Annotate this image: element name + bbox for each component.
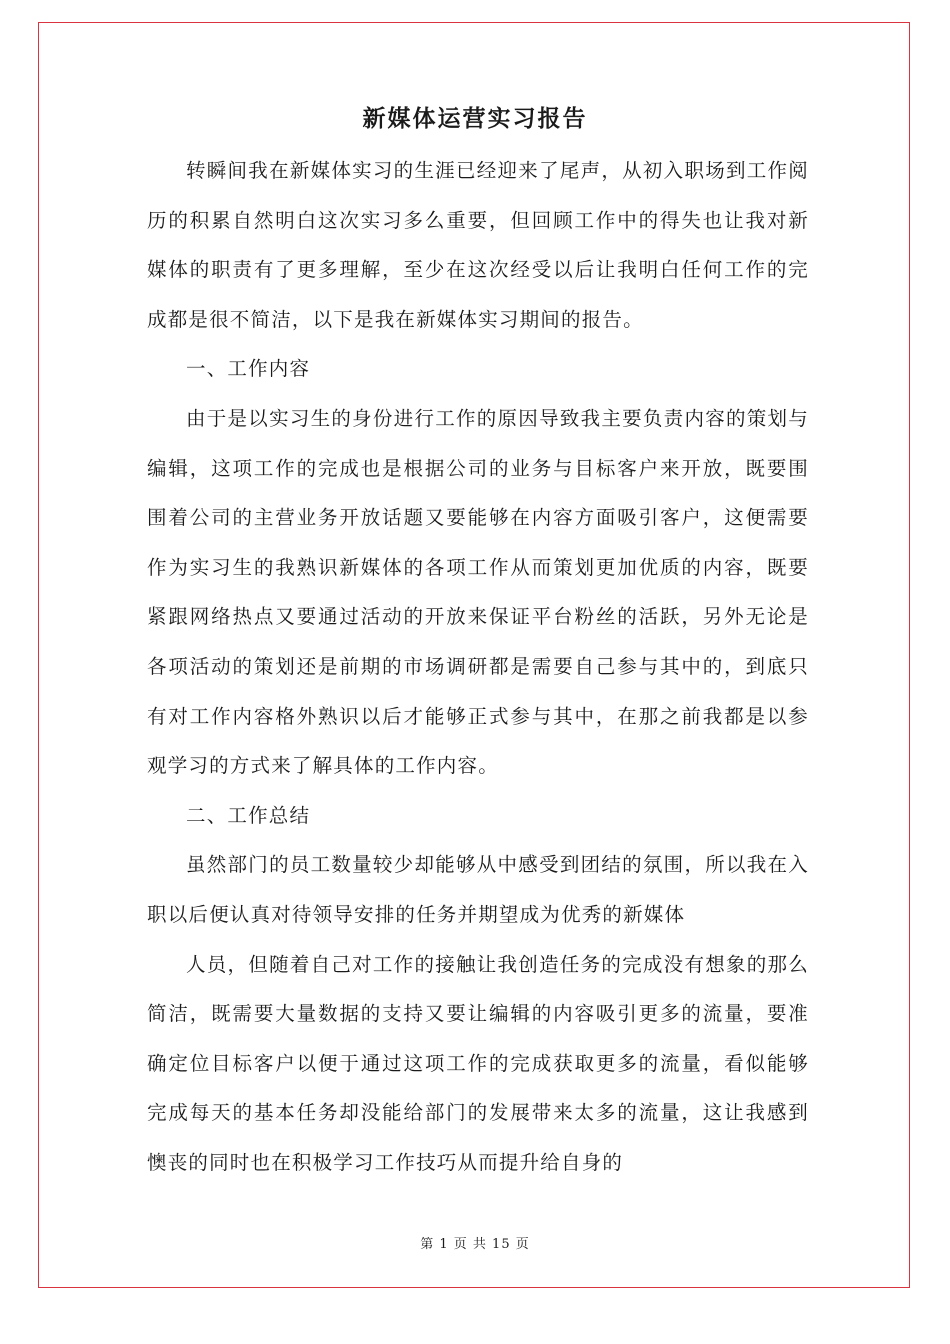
section-heading-work-summary: 二、工作总结: [186, 803, 311, 827]
document-title: 新媒体运营实习报告: [362, 105, 588, 132]
work-summary-paragraph-1: 虽然部门的员工数量较少却能够从中感受到团结的氛围，所以我在入职以后便认真对待领导安排的任务并期望成为优秀的新媒体: [147, 853, 809, 926]
document-body: [147, 146, 809, 1187]
work-content-paragraph: 由于是以实习生的身份进行工作的原因导致我主要负责内容的策划与编辑，这项工作的完成也是根据公司的业务与目标客户来开放，既要围围着公司的主营业务开放话题又要能够在内容方面吸引客户，这便需要作为实习生的我熟识新媒体的各项工作从而策划更加优质的内容，既要紧跟网络热点又要通过活动的开放来保证平台粉丝的活跃，另外无论是各项活动的策划还是前期的市场调研都是需要自己参与其中的，到底只有对工作内容格外熟识以后才能够正式参与其中，在那之前我都是以参观学习的方式来了解具体的工作内容。: [147, 406, 809, 778]
page-number: 第 1 页 共 15 页: [420, 1237, 530, 1252]
section-heading-work-content: 一、工作内容: [186, 357, 311, 381]
intro-paragraph: 转瞬间我在新媒体实习的生涯已经迎来了尾声，从初入职场到工作阅历的积累自然明白这次实习多么重要，但回顾工作中的得失也让我对新媒体的职责有了更多理解，至少在这次经受以后让我明白任何工作的完成都是很不简洁，以下是我在新媒体实习期间的报告。: [147, 159, 809, 331]
work-summary-paragraph-2: 人员，但随着自己对工作的接触让我创造任务的完成没有想象的那么简洁，既需要大量数据的支持又要让编辑的内容吸引更多的流量，要准确定位目标客户以便于通过这项工作的完成获取更多的流量，看似能够完成每天的基本任务却没能给部门的发展带来太多的流量，这让我感到懊丧的同时也在积极学习工作技巧从而提升给自身的: [147, 952, 809, 1174]
